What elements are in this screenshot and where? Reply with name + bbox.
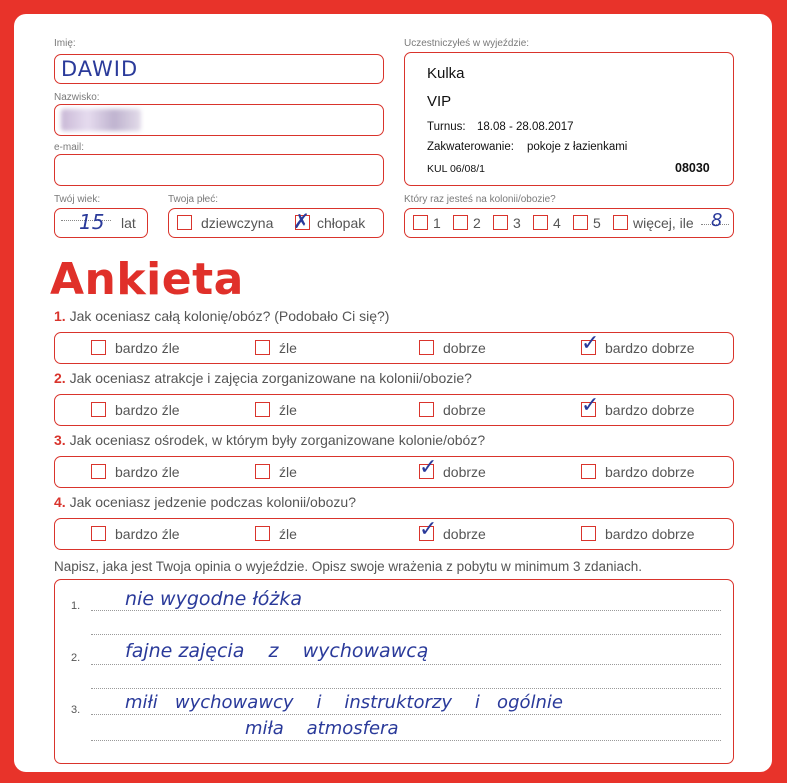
surname-label: Nazwisko: (54, 92, 100, 103)
answer-label: bardzo dobrze (605, 464, 695, 480)
answer-label: dobrze (443, 402, 486, 418)
survey-title: Ankieta (50, 254, 244, 305)
answer-label: dobrze (443, 464, 486, 480)
times-option-5: 5 (593, 215, 601, 231)
opinion-box[interactable] (54, 579, 734, 764)
answer-checkbox[interactable] (581, 526, 596, 541)
opinion-line-3: miłi wychowawcy i instruktorzy i ogólnie (125, 692, 563, 713)
answer-check-mark-icon: ✓ (581, 331, 600, 356)
question-2-text (54, 370, 472, 386)
answer-checkbox[interactable] (419, 340, 434, 355)
gender-male-mark-icon: ✗ (293, 209, 310, 233)
times-option-1: 1 (433, 215, 441, 231)
name-label: Imię: (54, 38, 76, 49)
times-more-value: 8 (711, 210, 723, 231)
answer-label: bardzo źle (115, 402, 180, 418)
surname-redacted (61, 109, 141, 131)
camp-name: Kulka (427, 65, 465, 82)
times-more-label: więcej, ile (633, 215, 694, 231)
gender-option-female: dziewczyna (201, 215, 274, 231)
answer-checkbox[interactable] (255, 526, 270, 541)
opinion-line-2: fajne zajęcia z wychowawcą (125, 640, 429, 662)
times-checkbox-1[interactable] (413, 215, 428, 230)
turnus-value: 18.08 - 28.08.2017 (477, 121, 574, 133)
answer-checkbox[interactable] (91, 464, 106, 479)
answer-checkbox[interactable] (255, 340, 270, 355)
times-field (404, 208, 734, 238)
camp-info-box (404, 52, 734, 186)
answer-label: źle (279, 464, 297, 480)
gender-field (168, 208, 384, 238)
answer-label: źle (279, 402, 297, 418)
opinion-line-rule (91, 610, 721, 611)
question-1-answers (54, 332, 734, 364)
times-checkbox-more[interactable] (613, 215, 628, 230)
opinion-line-number: 1. (71, 600, 81, 612)
question-2-answers (54, 394, 734, 426)
question-number: 2. (54, 370, 66, 386)
answer-checkbox[interactable] (255, 464, 270, 479)
camp-code-number: 08030 (675, 161, 710, 175)
survey-sheet (14, 14, 772, 772)
age-unit: lat (121, 215, 136, 231)
answer-label: bardzo źle (115, 340, 180, 356)
question-number: 3. (54, 432, 66, 448)
question-3-text (54, 432, 485, 448)
answer-label: bardzo źle (115, 526, 180, 542)
answer-label: bardzo dobrze (605, 402, 695, 418)
answer-label: źle (279, 526, 297, 542)
answer-checkbox[interactable] (91, 340, 106, 355)
question-4-answers (54, 518, 734, 550)
times-checkbox-2[interactable] (453, 215, 468, 230)
opinion-line-rule (91, 740, 721, 741)
question-4-text (54, 494, 356, 510)
times-checkbox-5[interactable] (573, 215, 588, 230)
times-option-2: 2 (473, 215, 481, 231)
question-label: Jak oceniasz jedzenie podczas kolonii/obozu? (69, 494, 356, 510)
opinion-line-3-cont: miła atmosfera (245, 718, 399, 739)
opinion-line-1: nie wygodne łóżka (125, 588, 303, 610)
camp-label: Uczestniczyłeś w wyjeździe: (404, 38, 530, 49)
name-field[interactable] (54, 54, 384, 84)
opinion-line-rule (91, 664, 721, 665)
answer-label: źle (279, 340, 297, 356)
times-option-4: 4 (553, 215, 561, 231)
gender-option-male: chłopak (317, 215, 366, 231)
age-value: 15 (79, 210, 105, 234)
answer-check-mark-icon: ✓ (419, 455, 438, 480)
question-1-text (54, 308, 389, 324)
age-field[interactable] (54, 208, 148, 238)
answer-checkbox[interactable] (581, 464, 596, 479)
gender-checkbox-female[interactable] (177, 215, 192, 230)
age-label: Twój wiek: (54, 194, 101, 205)
opinion-line-number: 2. (71, 652, 81, 664)
answer-label: dobrze (443, 526, 486, 542)
answer-checkbox[interactable] (91, 526, 106, 541)
question-number: 1. (54, 308, 66, 324)
question-label: Jak oceniasz ośrodek, w którym były zorganizowane kolonie/obóz? (69, 432, 486, 448)
question-label: Jak oceniasz atrakcje i zajęcia zorganizowane na kolonii/obozie? (69, 370, 472, 386)
opinion-line-rule (91, 714, 721, 715)
times-label: Który raz jesteś na kolonii/obozie? (404, 194, 556, 205)
answer-label: bardzo źle (115, 464, 180, 480)
times-checkbox-4[interactable] (533, 215, 548, 230)
email-field[interactable] (54, 154, 384, 186)
opinion-line-rule (91, 634, 721, 635)
opinion-line-rule (91, 688, 721, 689)
answer-checkbox[interactable] (419, 402, 434, 417)
answer-check-mark-icon: ✓ (581, 393, 600, 418)
answer-checkbox[interactable] (91, 402, 106, 417)
accommodation-label: Zakwaterowanie: (427, 141, 514, 153)
email-label: e-mail: (54, 142, 85, 153)
turnus-label: Turnus: (427, 121, 466, 133)
question-3-answers (54, 456, 734, 488)
surname-field[interactable] (54, 104, 384, 136)
times-option-3: 3 (513, 215, 521, 231)
opinion-line-number: 3. (71, 704, 81, 716)
answer-label: bardzo dobrze (605, 340, 695, 356)
answer-label: bardzo dobrze (605, 526, 695, 542)
answer-label: dobrze (443, 340, 486, 356)
opinion-prompt: Napisz, jaka jest Twoja opinia o wyjeździe. Opisz swoje wrażenia z pobytu w minimum 3 zdaniach. (54, 559, 643, 574)
gender-label: Twoja płeć: (168, 194, 219, 205)
camp-type: VIP (427, 93, 452, 110)
question-number: 4. (54, 494, 66, 510)
answer-check-mark-icon: ✓ (419, 517, 438, 542)
accommodation-value: pokoje z łazienkami (527, 141, 628, 153)
camp-code: KUL 06/08/1 (427, 163, 485, 175)
question-label: Jak oceniasz całą kolonię/obóz? (Podobało Ci się?) (69, 308, 390, 324)
answer-checkbox[interactable] (255, 402, 270, 417)
name-value: DAWID (61, 57, 139, 81)
times-checkbox-3[interactable] (493, 215, 508, 230)
